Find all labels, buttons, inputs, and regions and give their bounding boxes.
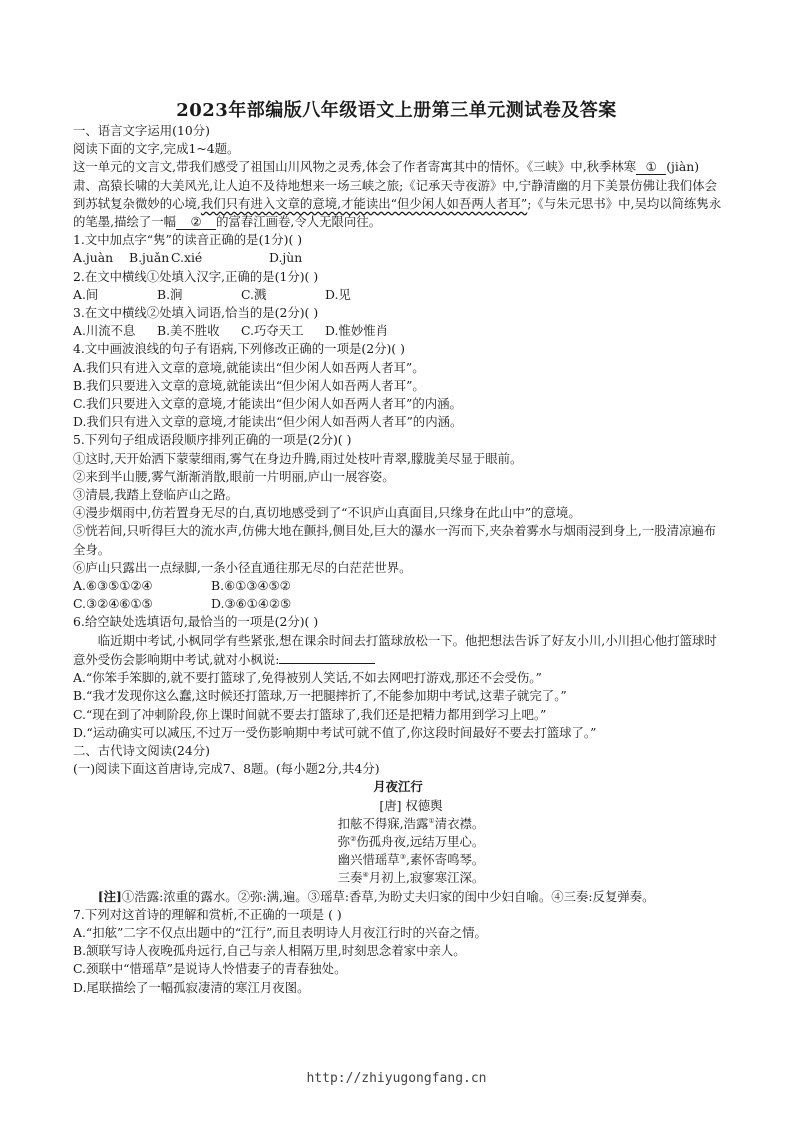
poem-line: [73, 833, 723, 851]
section-heading: 二、古代诗文阅读(24分): [73, 742, 210, 758]
footer-url: http://zhiyugongfang.cn: [306, 1071, 487, 1086]
sentence: ①这时,天开始洒下蒙蒙细雨,雾气在身边升腾,雨过处枝叶青翠,朦胧美尽显于眼前。: [73, 450, 523, 466]
poem-text: ,素怀寄鸣琴。: [405, 852, 485, 868]
option: A.“扣舷”二字不仅点出题中的“江行”,而且表明诗人月夜江行时的兴奋之情。: [73, 924, 487, 940]
question-6: 6.给空缺处选填语句,最恰当的一项是(2分)( ): [73, 614, 319, 630]
option: A.“你笨手笨脚的,就不要打篮球了,免得被别人笑话,不如去网吧打游戏,那还不会受伤。”: [73, 670, 542, 686]
question-5: 5.下列句子组成语段顺序排列正确的一项是(2分)( ): [73, 432, 352, 448]
instruction: 阅读下面的文字,完成1~4题。: [73, 141, 240, 157]
option: B.颔联写诗人夜晚孤舟远行,自己与亲人相隔万里,时刻思念着家中亲人。: [73, 943, 466, 959]
option: A.川流不息: [73, 323, 136, 339]
question-2: 2.在文中横线①处填入汉字,正确的是(1分)( ): [73, 268, 319, 284]
footnote-marker: ④: [362, 871, 369, 880]
poem-text: 月初上,寂寥寒江深。: [368, 870, 485, 886]
option: B.juǎn: [129, 250, 170, 266]
poem-text: 伤孤舟夜,远结万里心。: [356, 833, 485, 849]
poem-author: [唐] 权德舆: [379, 797, 443, 813]
option: C.我们只要进入文章的意境,才能读出“但少闲人如吾两人者耳”的内涵。: [73, 396, 462, 412]
note-text: ①浩露:浓重的露水。②弥:满,遍。③瑶草:香草,为盼丈夫归家的闺中少妇自喻。④三奏:反复弹奏。: [121, 888, 655, 904]
poem-text: 三奏: [337, 870, 363, 886]
passage-text: ;《与朱元思书》中,吴均以简练隽永的笔墨,描绘了一幅: [73, 195, 722, 230]
wavy-underlined-sentence: 我们只有进入文章的意境,才能读出“但少闲人如吾两人者耳”: [200, 195, 528, 211]
option: C.溅: [241, 286, 267, 302]
question-4: 4.文中画波浪线的句子有语病,下列修改正确的一项是(2分)( ): [73, 341, 405, 357]
sentence: ②来到半山腰,雾气渐渐消散,眼前一片明丽,庐山一展容姿。: [73, 468, 395, 484]
q1-options: [73, 249, 723, 267]
poem-text: 弥: [337, 833, 351, 849]
option: D.jùn: [269, 250, 303, 266]
q5-options-row-1: [73, 577, 723, 595]
question-3: 3.在文中横线②处填入词语,恰当的是(2分)( ): [73, 305, 319, 321]
option: C.“现在到了冲刺阶段,你上课时间就不要去打篮球了,我们还是把精力都用到学习上吧。”: [73, 706, 547, 722]
option: C.颈联中“惜瑶草”是说诗人怜惜妻子的青春独处。: [73, 961, 347, 977]
option: D.尾联描绘了一幅孤寂凄清的寒江月夜图。: [73, 979, 310, 995]
sentence: ④漫步烟雨中,仿若置身无尽的白,真切地感受到了“不识庐山真面目,只缘身在此山中”的意境。: [73, 505, 581, 521]
option: D.③⑥①④②⑤: [211, 596, 292, 612]
option: B.我们只要进入文章的意境,就能读出“但少闲人如吾两人者耳”。: [73, 377, 425, 393]
option: B.美不胜收: [157, 323, 220, 339]
sentence: ⑤恍若间,只听得巨大的流水声,仿佛大地在颤抖,侧目处,巨大的瀑水一泻而下,夹杂着雾水与烟雨浸到身上,一股清凉遍布全身。: [73, 523, 717, 557]
blank-2: ②: [176, 214, 216, 230]
sentence: ⑥庐山只露出一点绿脚,一条小径直通往那无尽的白茫茫世界。: [73, 559, 412, 575]
question-7: 7.下列对这首诗的理解和赏析,不正确的一项是 ( ): [73, 906, 342, 922]
option: D.我们只有进入文章的意境,才能读出“但少闲人如吾两人者耳”的内涵。: [73, 414, 463, 430]
option: B.⑥①③④⑤②: [211, 578, 291, 594]
option: C.③②④⑥①⑤: [73, 596, 153, 612]
option: D.惟妙惟肖: [325, 323, 388, 339]
option: D.“运动确实可以减压,不过万一受伤影响期中考试可就不值了,你这段时间最好不要去打篮球了。”: [73, 724, 597, 740]
blank-1: ①: [636, 159, 666, 175]
context-text: 临近期中考试,小枫同学有些紧张,想在课余时间去打篮球放松一下。他把想法告诉了好友小川,小川担心他打篮球时意外受伤会影响期中考试,就对小枫说:: [73, 632, 717, 667]
poem-text: 清衣襟。: [434, 815, 485, 831]
subsection-heading: (一)阅读下面这首唐诗,完成7、8题。(每小题2分,共4分): [73, 761, 380, 777]
footnote-marker: ③: [399, 853, 406, 861]
footnote-marker: ②: [350, 834, 357, 843]
exam-content: [73, 122, 723, 997]
poem-line: [73, 815, 723, 833]
option: B.“我才发现你这么蠢,这时候还打篮球,万一把腿摔折了,不能参加期中考试,这辈子就完了。”: [73, 688, 567, 704]
option: A.juàn: [73, 250, 114, 266]
page-title: 2023年部编版八年级语文上册第三单元测试卷及答案: [176, 100, 617, 121]
q5-options-row-2: [73, 595, 723, 613]
sentence: ③清晨,我踏上登临庐山之路。: [73, 487, 239, 503]
option: C.xié: [171, 250, 203, 266]
question-1: 1.文中加点字“隽”的读音正确的是(1分)( ): [73, 232, 303, 248]
poem-text: 幽兴惜瑶草: [337, 852, 400, 868]
question-6-context: [73, 632, 723, 669]
poem-line: [73, 851, 723, 869]
note-label: [注]: [97, 888, 122, 904]
option: D.见: [325, 286, 351, 302]
option: A.⑥③⑤①②④: [73, 578, 153, 594]
option: B.涧: [157, 286, 183, 302]
passage-text: 这一单元的文言文,带我们感受了祖国山川风物之灵秀,体会了作者寄寓其中的情怀。《三峡》中,秋季林寒: [73, 159, 637, 175]
section-heading: 一、语言文字运用(10分): [73, 123, 210, 138]
q2-options: [73, 286, 723, 304]
footnote-marker: ①: [428, 816, 435, 825]
reading-passage: [73, 158, 723, 231]
passage-text: 的富春江画卷,令人无限向往。: [216, 214, 382, 230]
answer-blank: [279, 650, 375, 664]
option: C.巧夺天工: [241, 323, 304, 339]
poem-text: 扣舷不得寐,浩露: [337, 815, 429, 831]
q3-options: [73, 322, 723, 340]
option: A.我们只有进入文章的意境,就能读出“但少闲人如吾两人者耳”。: [73, 359, 425, 375]
poem-line: [73, 869, 723, 887]
poem-title: 月夜江行: [373, 779, 423, 795]
poem-notes: [73, 888, 723, 906]
passage-text: (jiàn)肃、高猿长啸的大美风光,让人迫不及待地想来一场三峡之旅;《记承天寺夜游》中,宁静清幽的月下美景仿佛让我们体会到苏轼复杂微妙的心境,: [73, 159, 717, 211]
option: A.间: [73, 286, 99, 302]
